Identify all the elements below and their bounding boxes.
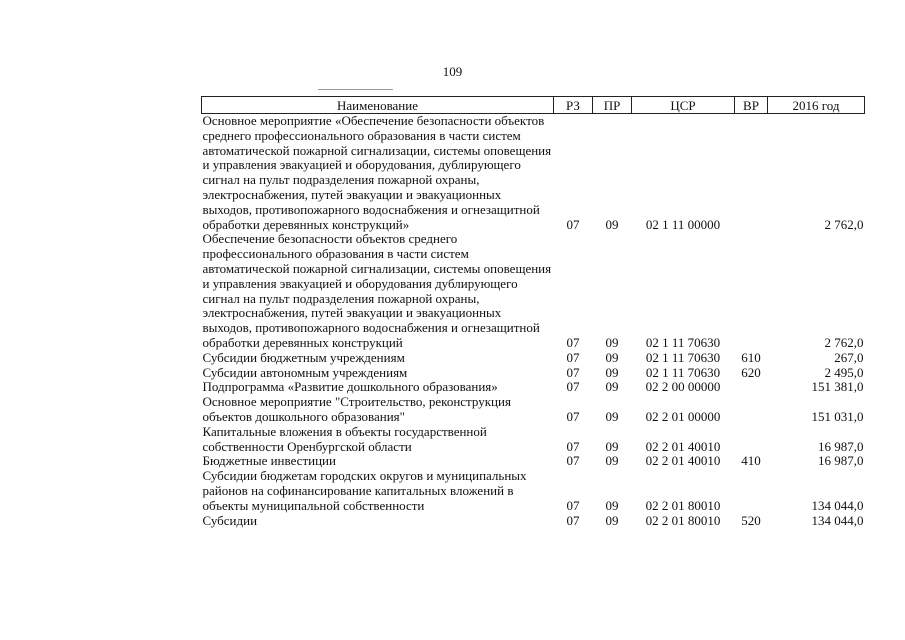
row-name: Обеспечение безопасности объектов среднего профессионального образования в части систем автоматической пожарной сигнализации, системы оповещения и управления эвакуацией и оборудования дублирующего сигнал на пульт подразделения пожарной охраны, электроснабжения, путей эвакуации и эвакуационных выходов, противопожарного водоснабжения и огнезащитной обработки деревянных конструкций [202, 231, 552, 350]
header-vr: ВР [735, 97, 768, 114]
row-csr: 02 1 11 70630 [645, 349, 721, 365]
row-name: Субсидии бюджетным учреждениям [202, 349, 405, 365]
row-name: Подпрограмма «Развитие дошкольного образования» [202, 379, 498, 395]
row-name: Субсидии автономным учреждениям [202, 364, 408, 380]
row-rz: 07 [566, 379, 580, 395]
row-sum: 134 044,0 [811, 512, 864, 528]
table-row [202, 514, 865, 529]
row-csr: 02 1 11 70630 [645, 334, 721, 350]
row-vr [735, 469, 768, 513]
row-pr: 09 [605, 408, 619, 424]
row-csr: 02 2 01 80010 [645, 497, 721, 513]
table-row [202, 366, 865, 381]
table-row [202, 395, 865, 425]
row-rz: 07 [566, 512, 580, 528]
header-rz: РЗ [554, 97, 593, 114]
row-vr [735, 380, 768, 395]
row-pr: 09 [605, 334, 619, 350]
header-pr: ПР [593, 97, 632, 114]
row-rz: 07 [566, 349, 580, 365]
table-row [202, 351, 865, 366]
row-pr: 09 [605, 497, 619, 513]
row-csr: 02 2 00 00000 [645, 379, 721, 395]
row-csr: 02 2 01 80010 [645, 512, 721, 528]
row-pr: 09 [605, 349, 619, 365]
table-row [202, 425, 865, 455]
row-sum: 2 762,0 [824, 334, 864, 350]
row-sum: 16 987,0 [818, 438, 864, 454]
row-csr: 02 1 11 70630 [645, 364, 721, 380]
row-vr [735, 232, 768, 350]
header-row [202, 97, 865, 114]
row-rz: 07 [566, 364, 580, 380]
row-name: Бюджетные инвестиции [202, 453, 336, 469]
row-rz: 07 [566, 408, 580, 424]
row-rz: 07 [566, 453, 580, 469]
row-vr: 410 [741, 453, 761, 469]
row-pr: 09 [605, 364, 619, 380]
row-csr: 02 2 01 40010 [645, 453, 721, 469]
row-sum: 2 495,0 [824, 364, 864, 380]
table-row [202, 380, 865, 395]
row-sum: 16 987,0 [818, 453, 864, 469]
budget-table [201, 96, 865, 528]
table-row [202, 454, 865, 469]
row-csr: 02 2 01 40010 [645, 438, 721, 454]
table-row [202, 232, 865, 350]
table-header [202, 97, 865, 114]
page-number: 109 [442, 64, 463, 79]
row-pr: 09 [605, 512, 619, 528]
row-csr: 02 2 01 00000 [645, 408, 721, 424]
decorative-line [318, 89, 393, 90]
row-sum: 134 044,0 [811, 497, 864, 513]
row-vr: 620 [741, 364, 761, 380]
table-row [202, 114, 865, 233]
header-csr: ЦСР [632, 97, 735, 114]
row-rz: 07 [566, 497, 580, 513]
header-sum: 2016 год [768, 97, 865, 114]
row-rz: 07 [566, 438, 580, 454]
row-rz: 07 [566, 216, 580, 232]
row-vr [735, 114, 768, 233]
row-rz: 07 [566, 334, 580, 350]
row-sum: 151 031,0 [811, 408, 864, 424]
row-name: Субсидии бюджетам городских округов и муниципальных районов на софинансирование капитальных вложений в объекты муниципальной собственности [202, 468, 527, 513]
row-vr: 520 [741, 512, 761, 528]
row-csr: 02 1 11 00000 [645, 216, 721, 232]
row-pr: 09 [605, 379, 619, 395]
row-pr: 09 [605, 438, 619, 454]
row-name: Основное мероприятие «Обеспечение безопасности объектов среднего профессионального образования в части систем автоматической пожарной сигнализации, системы оповещения и управления эвакуацией и оборудования, дублирующего сигнал на пульт подразделения пожарной охраны, электроснабжения, путей эвакуации и эвакуационных выходов, противопожарного водоснабжения и огнезащитной обработки деревянных конструкций» [202, 113, 552, 232]
row-sum: 2 762,0 [824, 216, 864, 232]
header-name: Наименование [202, 97, 554, 114]
row-pr: 09 [605, 453, 619, 469]
row-pr: 09 [605, 216, 619, 232]
row-vr [735, 395, 768, 425]
row-sum: 151 381,0 [811, 379, 864, 395]
row-vr: 610 [741, 349, 761, 365]
row-name: Основное мероприятие "Строительство, реконструкция объектов дошкольного образования" [202, 394, 511, 424]
row-vr [735, 425, 768, 455]
table-body [202, 114, 865, 529]
row-sum: 267,0 [834, 349, 864, 365]
row-name: Капитальные вложения в объекты государственной собственности Оренбургской области [202, 423, 487, 454]
row-name: Субсидии [202, 512, 258, 528]
table-row [202, 469, 865, 513]
